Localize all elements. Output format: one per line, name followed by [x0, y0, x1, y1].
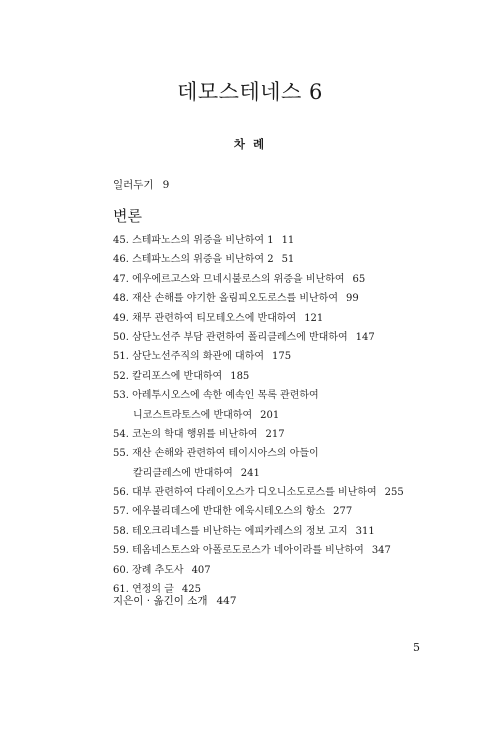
toc-entry [113, 561, 404, 580]
toc-entry-page: 241 [240, 467, 260, 479]
toc-entry-list [113, 231, 404, 599]
toc-entry [113, 309, 404, 328]
toc-entry [113, 444, 404, 463]
toc-entry [113, 347, 404, 366]
toc-intro-label: 일러두기 [113, 179, 154, 191]
page-number: 5 [413, 641, 420, 654]
toc-entry-title: 52. 칼리포스에 반대하여 [113, 370, 223, 382]
toc-entry-title: 59. 테옴네스토스와 아폴로도로스가 네아이라를 비난하여 [113, 545, 364, 557]
toc-entry-page: 185 [230, 370, 250, 382]
toc-entry-title: 54. 코논의 학대 행위를 비난하여 [113, 428, 258, 440]
toc-entry-page: 425 [181, 584, 201, 596]
toc-entry-page: 99 [346, 293, 359, 305]
toc-entry-page: 147 [355, 331, 375, 343]
toc-entry-title: 48. 재산 손해를 야기한 올림피오도로스를 비난하여 [113, 293, 338, 305]
toc-entry-title: 53. 아레투시오스에 속한 예속인 목록 관련하여 [113, 390, 319, 402]
toc-entry-title: 51. 삼단노선주직의 화관에 대하여 [113, 351, 265, 363]
toc-entry [113, 425, 404, 444]
toc-entry [113, 502, 404, 521]
toc-entry-title: 니코스트라토스에 반대하여 [133, 409, 253, 421]
toc-entry [113, 270, 404, 289]
toc-entry-page: 175 [272, 351, 292, 363]
toc-entry [113, 522, 404, 541]
toc-entry [113, 483, 404, 502]
toc-entry-page: 347 [371, 545, 391, 557]
toc-entry [113, 231, 404, 250]
toc-entry [113, 386, 404, 405]
toc-entry-page: 201 [260, 409, 280, 421]
toc-entry-title: 57. 에우불리데스에 반대한 에욱시테오스의 항소 [113, 506, 326, 518]
toc-entry-title: 45. 스테파노스의 위증을 비난하여 1 [113, 235, 274, 246]
toc-entry-title: 47. 에우에르고스와 므네시불로스의 위증을 비난하여 [113, 273, 345, 285]
toc-intro-page: 9 [162, 179, 170, 191]
toc-entry [113, 250, 404, 269]
toc-entry-page: 311 [355, 525, 375, 537]
toc-about-page: 447 [216, 595, 237, 607]
toc-entry-page: 217 [265, 428, 285, 440]
section-title: 변론 [113, 207, 142, 225]
toc-entry-page: 407 [191, 564, 211, 576]
toc-entry-page: 65 [352, 273, 366, 285]
toc-entry-title: 58. 테오크리네스를 비난하는 에피카레스의 정보 고지 [113, 525, 348, 537]
toc-about-label: 지은이 · 옮긴이 소개 [113, 595, 208, 607]
toc-heading: 차 례 [233, 137, 267, 151]
toc-entry [113, 541, 404, 560]
toc-entry-title: 56. 대부 관련하여 다레이오스가 디오니소도로스를 비난하여 [113, 487, 377, 499]
toc-entry-title: 55. 재산 손해와 관련하여 테이시아스의 아들이 [113, 448, 319, 460]
toc-entry-title: 49. 채무 관련하여 티모테오스에 반대하여 [113, 312, 297, 324]
toc-intro-line [113, 177, 169, 192]
toc-entry-page: 51 [281, 254, 295, 266]
toc-entry-continuation [113, 406, 404, 425]
toc-entry-page: 11 [281, 235, 295, 246]
toc-entry [113, 328, 404, 347]
toc-entry [113, 289, 404, 308]
toc-entry-title: 50. 삼단노선주 부담 관련하여 폴리클레스에 반대하여 [113, 331, 348, 343]
toc-entry [113, 367, 404, 386]
book-title: 데모스테네스 6 [177, 80, 323, 104]
toc-entry-continuation [113, 464, 404, 483]
toc-entry-title: 칼리클레스에 반대하여 [133, 467, 233, 479]
toc-entry-title: 61. 연정의 글 [113, 584, 174, 596]
toc-about-line [113, 593, 237, 608]
toc-entry-page: 121 [304, 312, 324, 324]
toc-entry-title: 60. 장례 추도사 [113, 564, 184, 576]
toc-entry-title: 46. 스테파노스의 위증을 비난하여 2 [113, 254, 274, 266]
toc-entry-page: 277 [333, 506, 353, 518]
toc-entry-page: 255 [384, 487, 404, 499]
